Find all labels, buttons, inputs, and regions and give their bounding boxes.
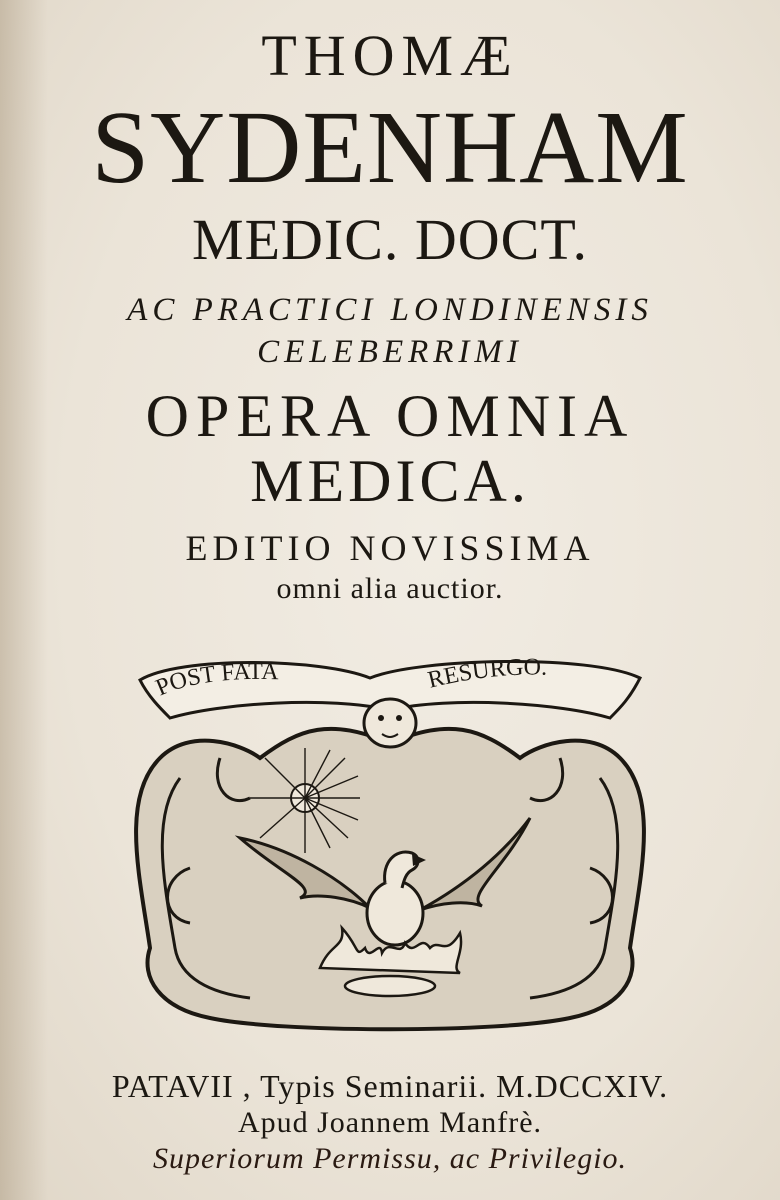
- author-last-name: SYDENHAM: [91, 90, 689, 205]
- motto-right: RESURGO.: [425, 654, 548, 694]
- epithet-line-1: AC PRACTICI LONDINENSIS: [127, 292, 653, 328]
- work-title-line-1: OPERA OMNIA: [145, 383, 635, 449]
- edition-note: omni alia auctior.: [276, 572, 504, 605]
- author-degree: MEDIC. DOCT.: [192, 207, 588, 272]
- author-first-name: THOMÆ: [261, 23, 519, 88]
- phoenix-printers-device: [120, 648, 660, 1038]
- edition-statement: EDITIO NOVISSIMA: [185, 528, 595, 568]
- mask-face: [364, 699, 416, 747]
- imprint-line-1: PATAVII , Typis Seminarii. M.DCCXIV.: [111, 1068, 669, 1104]
- motto-left: POST FATA: [152, 658, 279, 702]
- imprint-line-3: Superiorum Permissu, ac Privilegio.: [152, 1142, 628, 1175]
- imprint-line-2: Apud Joannem Manfrè.: [237, 1106, 543, 1139]
- epithet-line-2: CELEBERRIMI: [257, 334, 523, 370]
- work-title-line-2: MEDICA.: [250, 448, 530, 514]
